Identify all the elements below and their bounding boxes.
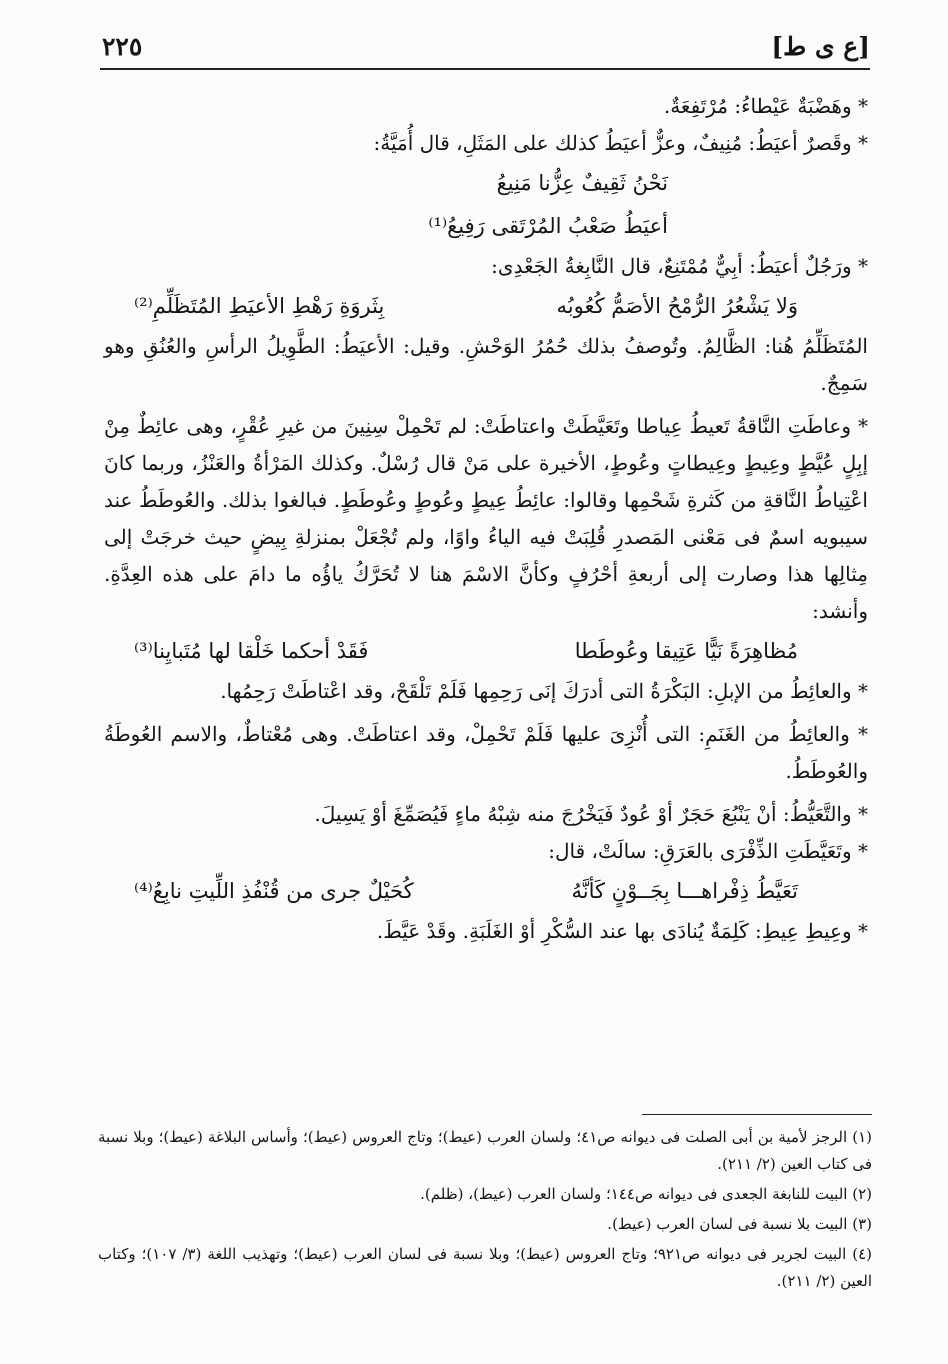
verse-hemistich-first: تَعَيَّطُ ذِفْراهـــا بِجَــوْنٍ كَأنَّهُ — [571, 879, 798, 903]
verse-hemistich-second: كُحَيْلٌ جرى من قُنْفُذِ اللِّيتِ نابِعُ⁽⁴⁾ — [134, 879, 414, 903]
section-heading: [ع ى ط] — [771, 32, 870, 61]
footnotes — [98, 1124, 872, 1295]
entry-paragraph: * وتَعَيَّطَتِ الذِّفْرَى بالعَرَقِ: سالَتْ، قال: — [548, 839, 868, 863]
footnote: (٢) البيت للنابغة الجعدى فى ديوانه ص١٤٤؛ ولسان العرب (عيط)، (ظلم). — [420, 1185, 872, 1203]
entry-paragraph: * والعائِطُ من الغَنَمِ: التى أُنْزِىَ عليها فَلَمْ تَحْمِلْ، وقد اعتاطَتْ. وهى مُعْتاطٌ، والاسم العُوطَةُ والعُوطَطُ. — [104, 722, 869, 783]
entry-paragraph: * والعائِطُ من الإبلِ: البَكْرَةُ التى أدرَكَ إنَى رَحِمِها فَلَمْ تَلْقَحْ، وقد اعْتاطَتْ رَحِمُها. — [220, 679, 868, 703]
verse-hemistich-second: فَقَدْ أحكما خَلْقا لها مُتَبايِنا⁽³⁾ — [134, 639, 369, 663]
page-header — [100, 24, 870, 70]
verse-line: نَحْنُ ثَقِيفٌ عِزُّنا مَنِيعُ — [496, 171, 668, 195]
verse-couplet — [104, 870, 868, 913]
footnote: (٣) البيت بلا نسبة فى لسان العرب (عيط). — [607, 1215, 872, 1233]
footnote: (١) الرجز لأمية بن أبى الصلت فى ديوانه ص٤١؛ ولسان العرب (عيط)؛ وتاج العروس (عيط)؛ وأساس البلاغة (عيط)؛ وبلا نسبة فى كتاب العين (٢/ ٢١١). — [98, 1128, 872, 1173]
verse-couplet — [104, 630, 868, 673]
entry-paragraph: المُتَظَلِّمُ هُنا: الظَّالِمُ. وتُوصفُ بذلك حُمُرُ الوَحْشِ. وقيل: الأعيَطُ: الطَّوِيلُ الرأسِ والعُنُقِ وهو سَمِجٌ. — [104, 334, 868, 395]
entry-paragraph: * وعاطَتِ النَّاقةُ تَعيطُ عِياطا وتَعَيَّطَتْ واعتاطَتْ: لم تَحْمِلْ سِنِينَ من غيرِ عُقْرٍ، وهى عائِطٌ مِنْ إبِلٍ عُيَّطٍ وعِيطٍ وعِيطاتٍ وعُوطٍ، الأخيرة على مَنْ قال رُسْلٌ. وكذلك المَرْأةُ والعَنْزُ، وربما كانَ اعْتِياطُ النَّاقةِ من كَثرةِ شَحْمِها وقالوا: عائِطُ عِيطٍ وعُوطٍ وعُوطَطٍ. فبالغوا بذلك. والعُوطَطُ عند سيبويه اسمٌ فى مَعْنى المَصدرِ قُلِبَتْ فيه الياءُ واوًا، ولم تُجْعَلْ بمنزلةِ بِيضٍ حيث خرجَتْ إلى مِثالِها هذا وصارت إلى أربعةِ أحْرُفٍ وكأنَّ الاسْمَ هنا لا تُحَرَّكُ ياؤُه ما دامَ على هذه العِدَّةِ. وأنشد: — [104, 414, 868, 623]
entry-paragraph: * وعِيطِ عِيطِ: كَلِمَةٌ يُنادَى بها عند السُّكْرِ أوْ الغَلَبَةِ. وقَدْ عَيَّطَ. — [376, 919, 868, 943]
verse-line: أعيَطُ صَعْبُ المُرْتَقى رَفِيعُ⁽¹⁾ — [428, 214, 668, 238]
verse-couplet — [104, 285, 868, 328]
footnote: (٤) البيت لجرير فى ديوانه ص٩٢١؛ وتاج العروس (عيط)؛ وبلا نسبة فى لسان العرب (عيط)؛ وتهذيب اللغة (٣/ ١٠٧)؛ وكتاب العين (٢/ ٢١١). — [98, 1245, 872, 1290]
verse-hemistich-first: مُظاهِرَةً نَيًّا عَتِيقا وعُوطَطا — [574, 639, 798, 663]
entry-paragraph: * وهَضْبَةٌ عَيْطاءُ: مُرْتَفِعَةٌ. — [663, 94, 868, 118]
entry-paragraph: * ورَجُلٌ أعيَطُ: أبِيٌّ مُمْتَنِعٌ، قال النَّابِغةُ الجَعْدِى: — [491, 254, 868, 278]
footnote-separator — [642, 1114, 872, 1115]
verse-hemistich-second: بِثَروَةِ رَهْطِ الأعيَطِ المُتَظَلِّمِ⁽²⁾ — [134, 294, 385, 318]
entry-paragraph: * والتَّعَيُّطُ: أنْ يَنْبُعَ حَجَرٌ أوْ عُودٌ فَيَخْرُجَ منه شِبْهُ ماءٍ فَيُصَمِّغَ أوْ يَسِيلَ. — [314, 802, 868, 826]
page-number: ٢٢٥ — [102, 32, 143, 61]
entry-paragraph: * وقَصرٌ أعيَطُ: مُنِيفٌ، وعزٌّ أعيَطُ كذلك على المَثَلِ، قال أُمَيَّةُ: — [373, 131, 868, 155]
entry-text — [104, 88, 868, 950]
verse-hemistich-first: وَلا يَشْعُرُ الرُّمْحُ الأصَمُّ كُعُوبُه — [556, 294, 798, 318]
